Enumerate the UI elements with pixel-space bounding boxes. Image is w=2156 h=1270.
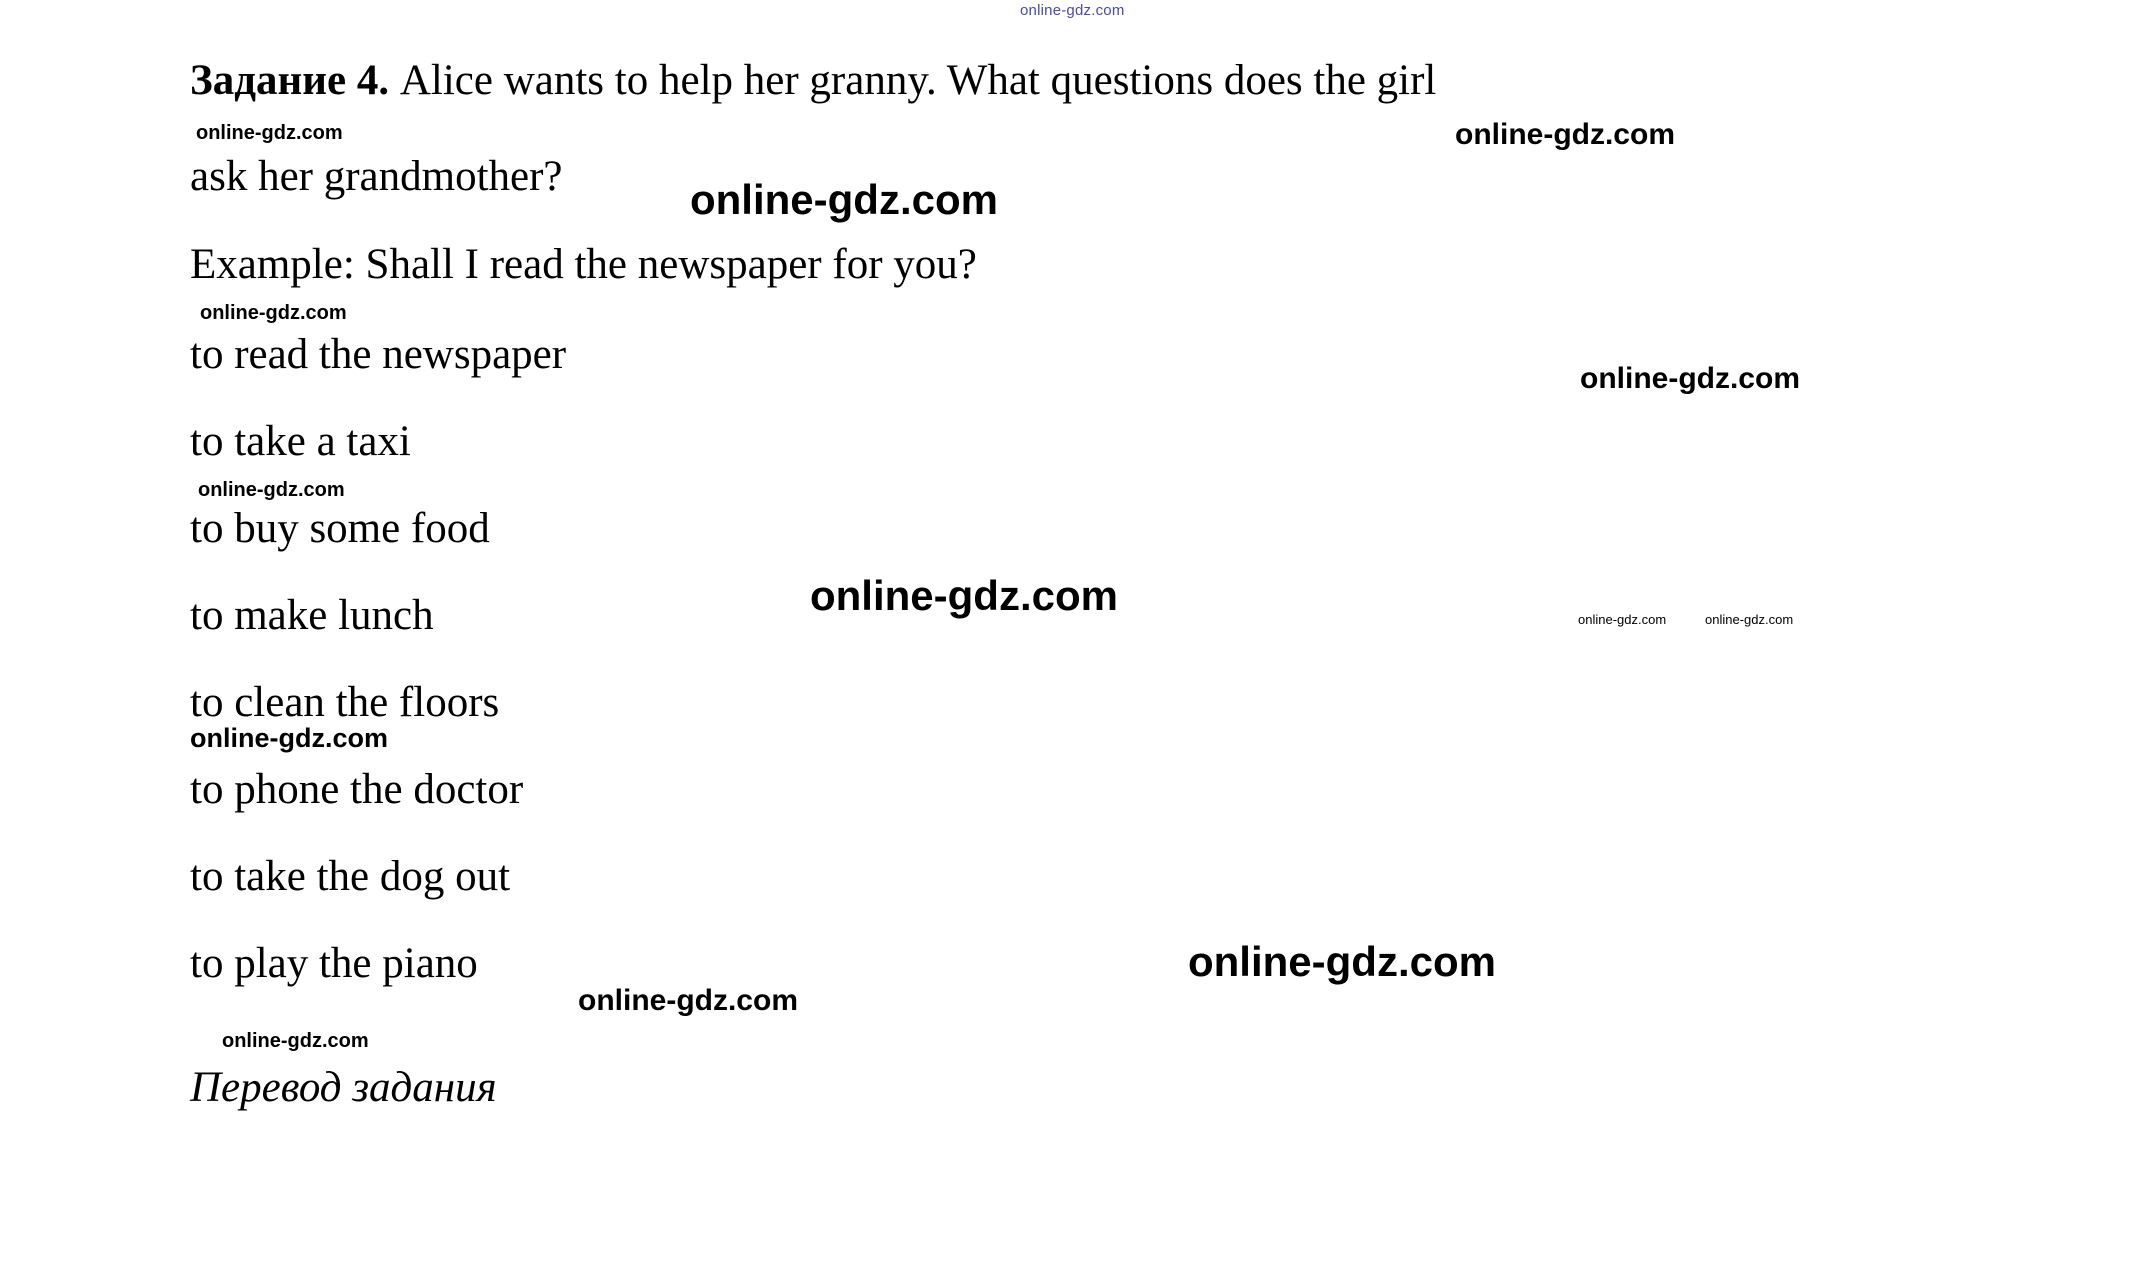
task-number-label: Задание 4. bbox=[190, 57, 390, 104]
task-prompt-text-line2: ask her grandmother? bbox=[190, 153, 563, 201]
watermark-text: online-gdz.com bbox=[690, 176, 998, 223]
list-item: to clean the floors bbox=[190, 679, 500, 727]
watermark-text: online-gdz.com bbox=[578, 984, 798, 1017]
watermark-text: online-gdz.com bbox=[200, 302, 347, 324]
watermark-text: online-gdz.com bbox=[1455, 118, 1675, 151]
example-line: Example: Shall I read the newspaper for you? bbox=[190, 241, 977, 289]
list-item: to read the newspaper bbox=[190, 331, 567, 379]
list-item: to buy some food bbox=[190, 505, 490, 553]
watermark-text: online-gdz.com bbox=[198, 479, 345, 501]
task-prompt-text: Alice wants to help her granny. What questions does the girl bbox=[389, 57, 1437, 104]
watermark-text: online-gdz.com bbox=[1705, 612, 1794, 627]
watermark-text: online-gdz.com bbox=[1188, 938, 1496, 985]
watermark-text: online-gdz.com bbox=[196, 122, 343, 144]
list-item: to take a taxi bbox=[190, 418, 411, 466]
list-item: to phone the doctor bbox=[190, 766, 524, 814]
watermark-text: online-gdz.com bbox=[1580, 362, 1800, 395]
list-item: to make lunch bbox=[190, 592, 434, 640]
document-body bbox=[190, 50, 1950, 1112]
watermark-text: online-gdz.com bbox=[1578, 612, 1667, 627]
watermark-text: online-gdz.com bbox=[1020, 2, 1125, 19]
list-item: to play the piano bbox=[190, 940, 478, 988]
watermark-text: online-gdz.com bbox=[190, 723, 388, 753]
watermark-text: online-gdz.com bbox=[222, 1030, 369, 1052]
list-item: to take the dog out bbox=[190, 853, 511, 901]
phrase-list bbox=[190, 289, 1950, 988]
translation-heading: Перевод задания bbox=[190, 1064, 497, 1112]
task-heading bbox=[190, 50, 1950, 111]
watermark-text: online-gdz.com bbox=[810, 572, 1118, 619]
